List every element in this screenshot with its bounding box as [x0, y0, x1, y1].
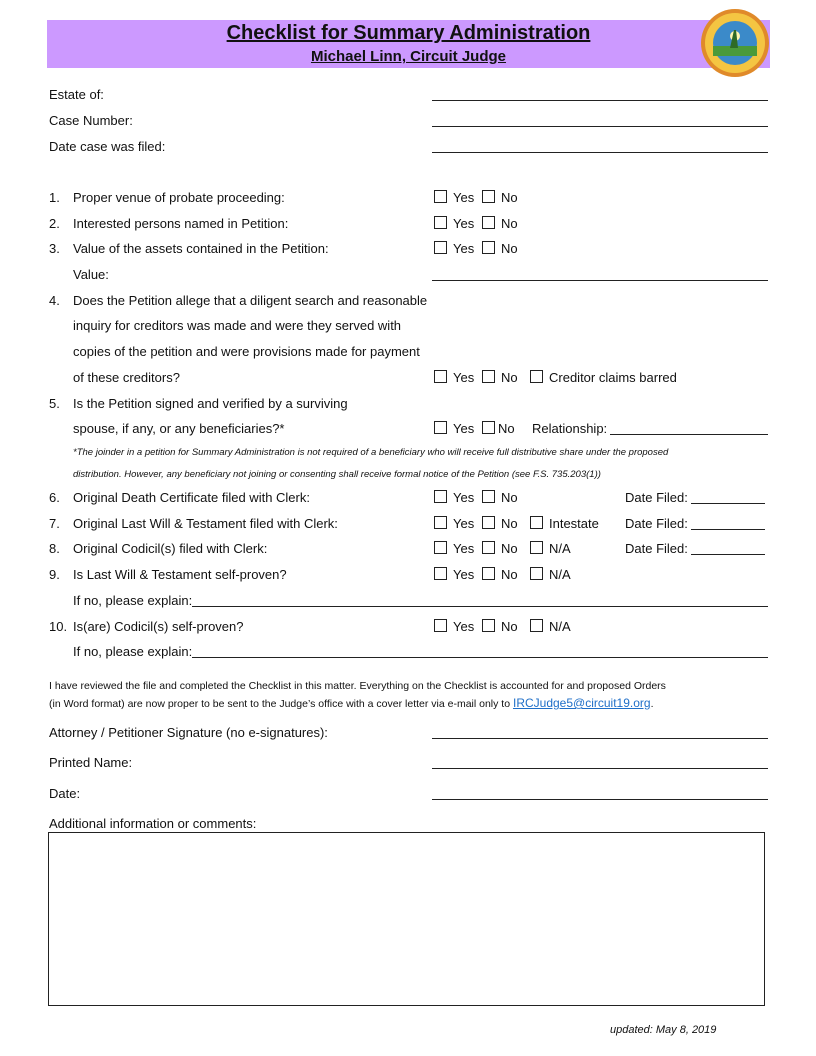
item-text: Original Death Certificate filed with Clerk:	[73, 490, 310, 505]
creditor-claims-label: Creditor claims barred	[549, 370, 677, 385]
no-label: No	[501, 370, 518, 385]
comments-label: Additional information or comments:	[49, 816, 257, 831]
yes-label: Yes	[453, 241, 475, 256]
page-subtitle: Michael Linn, Circuit Judge	[310, 48, 507, 65]
printed-name-field[interactable]	[432, 768, 768, 769]
yes-label: Yes	[453, 421, 475, 436]
item8-no-checkbox[interactable]	[482, 541, 495, 554]
florida-seal-icon	[700, 8, 770, 78]
item-number: 7.	[49, 516, 60, 531]
item6-yes-checkbox[interactable]	[434, 490, 447, 503]
estate-field[interactable]	[432, 100, 768, 101]
item-text: Does the Petition allege that a diligent search and reasonable	[73, 293, 428, 308]
item8-na-checkbox[interactable]	[530, 541, 543, 554]
no-label: No	[501, 241, 518, 256]
item5-yes-checkbox[interactable]	[434, 421, 447, 434]
review-statement-line1: I have reviewed the file and completed the Checklist in this matter. Everything on the Checklist is accounted for and proposed Orders	[49, 680, 666, 692]
item-number: 1.	[49, 190, 60, 205]
explain-label: If no, please explain:	[73, 593, 193, 608]
date-filed-label: Date Filed:	[625, 490, 688, 505]
review-statement-text: (in Word format) are now proper to be sent to the Judge’s office with a cover letter via e-mail only to	[49, 698, 511, 710]
item-text: Original Codicil(s) filed with Clerk:	[73, 541, 268, 556]
estate-label: Estate of:	[49, 87, 104, 102]
item-number: 3.	[49, 241, 60, 256]
value-field[interactable]	[432, 280, 768, 281]
relationship-label: Relationship:	[532, 421, 608, 436]
item-number: 4.	[49, 293, 60, 308]
item1-yes-checkbox[interactable]	[434, 190, 447, 203]
intestate-checkbox[interactable]	[530, 516, 543, 529]
date-filed-label: Date Filed:	[625, 516, 688, 531]
yes-label: Yes	[453, 190, 475, 205]
printed-name-label: Printed Name:	[49, 755, 133, 770]
statement-period: .	[650, 698, 654, 710]
yes-label: Yes	[453, 490, 475, 505]
updated-date: updated: May 8, 2019	[610, 1024, 717, 1036]
judge-email-link[interactable]: IRCJudge5@circuit19.org	[512, 696, 651, 710]
joinder-note: *The joinder in a petition for Summary Administration is not required of a beneficiary who will receive full distributive share under the proposed	[73, 447, 669, 458]
item-number: 9.	[49, 567, 60, 582]
creditor-claims-barred-checkbox[interactable]	[530, 370, 543, 383]
item-text: spouse, if any, or any beneficiaries?*	[73, 421, 285, 436]
item5-no-checkbox[interactable]	[482, 421, 495, 434]
item-text: of these creditors?	[73, 370, 180, 385]
signature-label: Attorney / Petitioner Signature (no e-signatures):	[49, 725, 328, 740]
item7-no-checkbox[interactable]	[482, 516, 495, 529]
item-text: copies of the petition and were provisions made for payment	[73, 344, 420, 359]
case-number-field[interactable]	[432, 126, 768, 127]
item7-date-field[interactable]	[691, 529, 765, 530]
comments-box[interactable]	[48, 832, 765, 1006]
item6-date-field[interactable]	[691, 503, 765, 504]
no-label: No	[501, 567, 518, 582]
item10-no-checkbox[interactable]	[482, 619, 495, 632]
item-text: Proper venue of probate proceeding:	[73, 190, 285, 205]
intestate-label: Intestate	[549, 516, 599, 531]
item10-yes-checkbox[interactable]	[434, 619, 447, 632]
item2-yes-checkbox[interactable]	[434, 216, 447, 229]
yes-label: Yes	[453, 216, 475, 231]
item9-na-checkbox[interactable]	[530, 567, 543, 580]
no-label: No	[501, 516, 518, 531]
item8-date-field[interactable]	[691, 554, 765, 555]
item2-no-checkbox[interactable]	[482, 216, 495, 229]
item-text: Original Last Will & Testament filed with Clerk:	[73, 516, 338, 531]
item-text: Is Last Will & Testament self-proven?	[73, 567, 287, 582]
na-label: N/A	[549, 567, 571, 582]
case-number-label: Case Number:	[49, 113, 133, 128]
date-filed-label: Date case was filed:	[49, 139, 166, 154]
signature-field[interactable]	[432, 738, 768, 739]
header-banner	[47, 20, 770, 68]
explain-label: If no, please explain:	[73, 644, 193, 659]
item-text: Is(are) Codicil(s) self-proven?	[73, 619, 244, 634]
item-text: Value of the assets contained in the Petition:	[73, 241, 329, 256]
item1-no-checkbox[interactable]	[482, 190, 495, 203]
item-number: 5.	[49, 396, 60, 411]
page-title: Checklist for Summary Administration	[226, 22, 591, 44]
item9-yes-checkbox[interactable]	[434, 567, 447, 580]
date-field[interactable]	[432, 799, 768, 800]
value-label: Value:	[73, 267, 109, 282]
no-label: No	[501, 541, 518, 556]
item8-yes-checkbox[interactable]	[434, 541, 447, 554]
item6-no-checkbox[interactable]	[482, 490, 495, 503]
date-filed-label: Date Filed:	[625, 541, 688, 556]
na-label: N/A	[549, 541, 571, 556]
date-label: Date:	[49, 786, 81, 801]
no-label: No	[501, 190, 518, 205]
item3-no-checkbox[interactable]	[482, 241, 495, 254]
item9-explain-field[interactable]	[192, 606, 768, 607]
item-number: 6.	[49, 490, 60, 505]
item4-yes-checkbox[interactable]	[434, 370, 447, 383]
item-text: Interested persons named in Petition:	[73, 216, 289, 231]
yes-label: Yes	[453, 567, 475, 582]
joinder-note: distribution. However, any beneficiary not joining or consenting shall receive formal notice of the Petition (see F.S. 735.203(1))	[73, 469, 601, 480]
no-label: No	[501, 619, 518, 634]
item-text: inquiry for creditors was made and were they served with	[73, 318, 402, 333]
item9-no-checkbox[interactable]	[482, 567, 495, 580]
item-number: 10.	[49, 619, 68, 634]
no-label: No	[498, 421, 515, 436]
no-label: No	[501, 216, 518, 231]
item-text: Is the Petition signed and verified by a surviving	[73, 396, 348, 411]
yes-label: Yes	[453, 619, 475, 634]
item7-yes-checkbox[interactable]	[434, 516, 447, 529]
review-statement-line2	[49, 696, 653, 710]
yes-label: Yes	[453, 541, 475, 556]
no-label: No	[501, 490, 518, 505]
yes-label: Yes	[453, 370, 475, 385]
item10-explain-field[interactable]	[192, 657, 768, 658]
item10-na-checkbox[interactable]	[530, 619, 543, 632]
item3-yes-checkbox[interactable]	[434, 241, 447, 254]
relationship-field[interactable]	[610, 434, 768, 435]
item4-no-checkbox[interactable]	[482, 370, 495, 383]
na-label: N/A	[549, 619, 571, 634]
item-number: 2.	[49, 216, 60, 231]
yes-label: Yes	[453, 516, 475, 531]
date-case-filed-field[interactable]	[432, 152, 768, 153]
item-number: 8.	[49, 541, 60, 556]
